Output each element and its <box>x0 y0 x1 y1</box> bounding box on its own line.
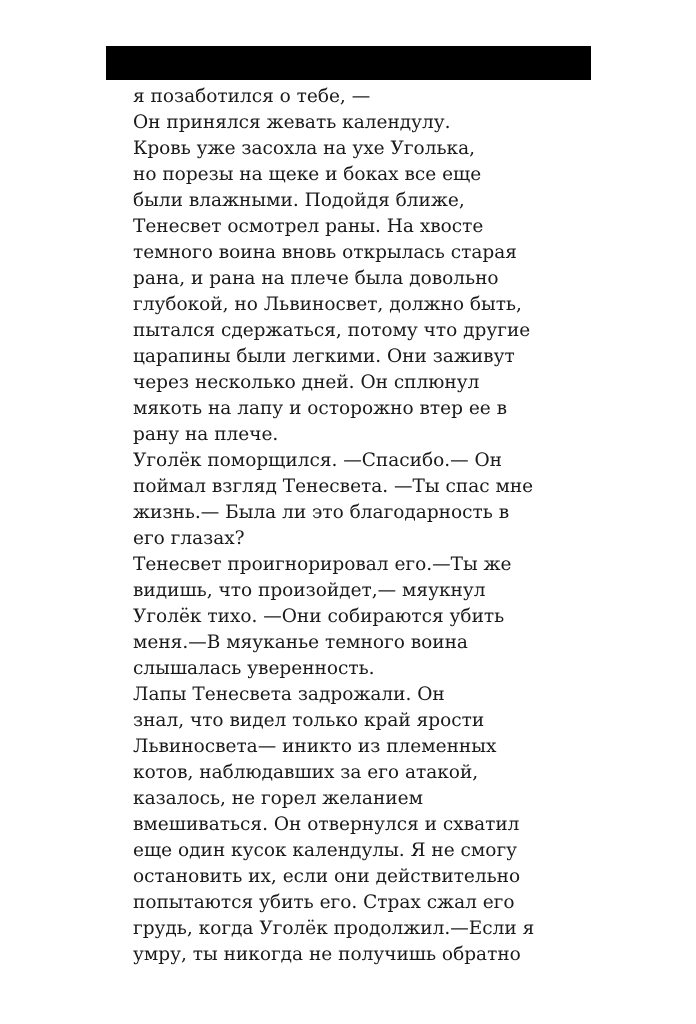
redaction-bar <box>106 46 591 80</box>
text-line: Уголёк поморщился. —Спасибо.— Он <box>133 450 502 471</box>
text-line: знал, что видел только край ярости <box>133 710 485 731</box>
text-line: остановить их, если они действительно <box>133 866 521 887</box>
text-line: Лапы Тенесвета задрожали. Он <box>133 684 445 705</box>
text-line: видишь, что произойдет,— мяукнул <box>133 580 486 601</box>
text-line: меня.—В мяуканье темного воина <box>133 632 468 653</box>
page-text <box>133 84 573 968</box>
text-line: пытался сдержаться, потому что другие <box>133 320 531 341</box>
text-line: Тенесвет осмотрел раны. На хвосте <box>133 216 484 237</box>
text-line: царапины были легкими. Они заживут <box>133 346 515 367</box>
text-line: котов, наблюдавших за его атакой, <box>133 762 479 783</box>
text-line: казалось, не горел желанием <box>133 788 423 809</box>
text-line: попытаются убить его. Страх сжал его <box>133 892 515 913</box>
text-line: Кровь уже засохла на ухе Уголька, <box>133 138 475 159</box>
text-line: вмешиваться. Он отвернулся и схватил <box>133 814 520 835</box>
text-line: слышалась уверенность. <box>133 658 375 679</box>
text-line: Львиносвета— иникто из племенных <box>133 736 497 757</box>
text-line: Он принялся жевать календулу. <box>133 112 451 133</box>
text-line: были влажными. Подойдя ближе, <box>133 190 465 211</box>
text-line: Уголёк тихо. —Они собираются убить <box>133 606 505 627</box>
text-line: мякоть на лапу и осторожно втер ее в <box>133 398 508 419</box>
text-line: его глазах? <box>133 528 245 549</box>
text-line: рана, и рана на плече была довольно <box>133 268 499 289</box>
text-line: я позаботился о тебе, — <box>133 86 371 107</box>
text-line: рану на плече. <box>133 424 279 445</box>
text-line: темного воина вновь открылась старая <box>133 242 517 263</box>
text-line: умру, ты никогда не получишь обратно <box>133 944 521 965</box>
text-line: поймал взгляд Тенесвета. —Ты спас мне <box>133 476 534 497</box>
text-line: глубокой, но Львиносвет, должно быть, <box>133 294 522 315</box>
text-line: но порезы на щеке и боках все еще <box>133 164 482 185</box>
text-line: жизнь.— Была ли это благодарность в <box>133 502 510 523</box>
text-line: Тенесвет проигнорировал его.—Ты же <box>133 554 512 575</box>
text-line: еще один кусок календулы. Я не смогу <box>133 840 518 861</box>
text-line: грудь, когда Уголёк продолжил.—Если я <box>133 918 535 939</box>
text-line: через несколько дней. Он сплюнул <box>133 372 480 393</box>
